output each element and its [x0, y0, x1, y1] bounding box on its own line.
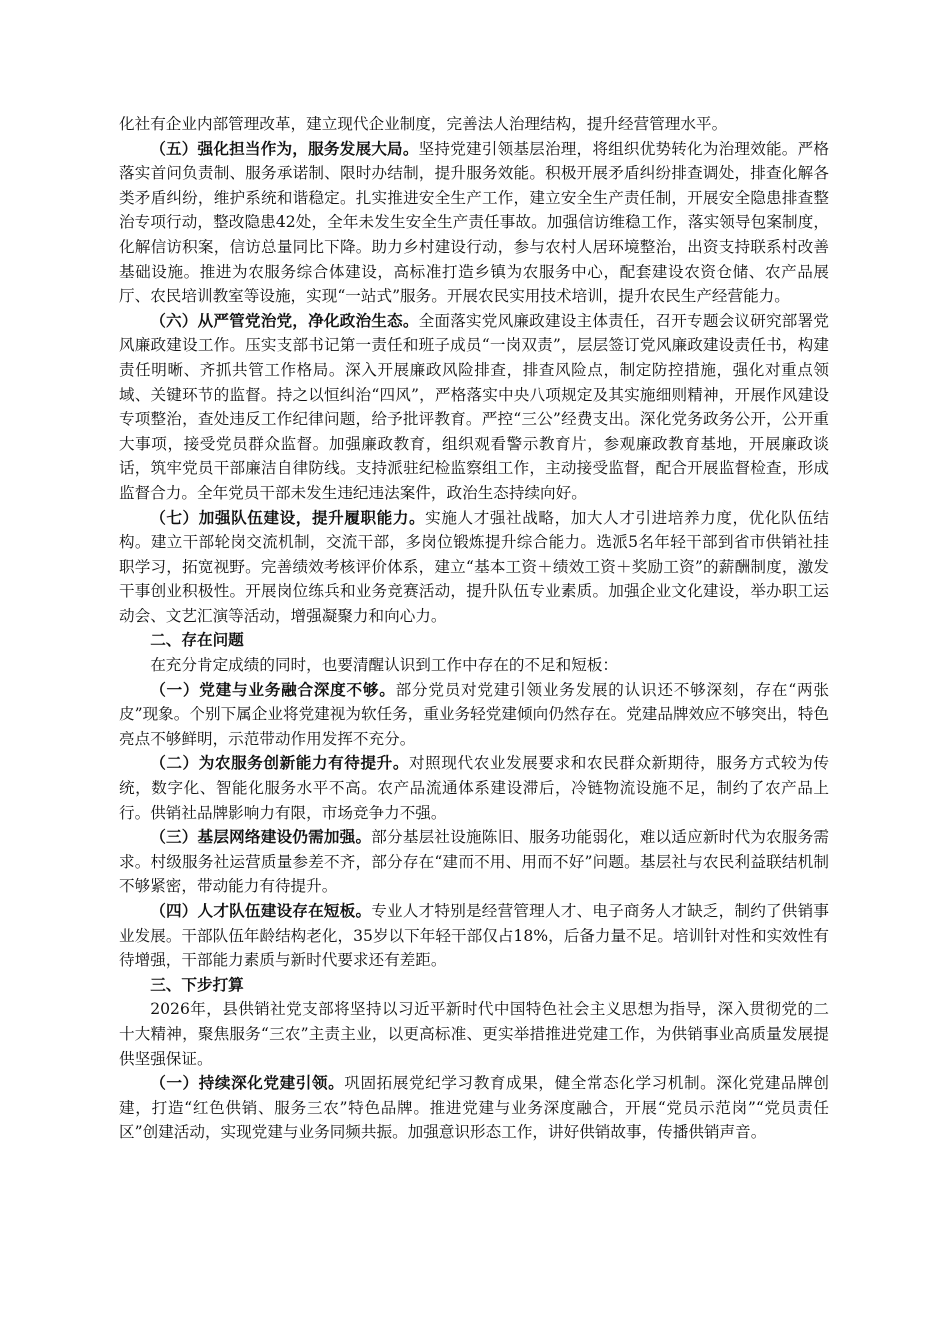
section-lead: （三）基层网络建设仍需加强。	[150, 827, 372, 847]
paragraph-text: 部分基层社设施陈旧、服务功能弱化，难以适应新时代为农服务需求。村级服务社运营质量参差不齐，部分存在“建而不用、用而不好”问题。基层社与农民利益联结机制不够紧密，带动能力有待提升。	[119, 828, 829, 896]
paragraph-plan-1	[119, 1071, 829, 1145]
paragraph-problem-3	[119, 825, 829, 899]
paragraph-text: 2026年，县供销社党支部将坚持以习近平新时代中国特色社会主义思想为指导，深入贯彻党的二十大精神，聚焦服务“三农”主责主业，以更高标准、更实举措推进党建工作，为供销事业高质量发展提供坚强保证。	[119, 1000, 829, 1068]
paragraph-text: 坚持党建引领基层治理，将组织优势转化为治理效能。严格落实首问负责制、服务承诺制、限时办结制，提升服务效能。积极开展矛盾纠纷排查调处，排查化解各类矛盾纠纷，维护系统和谐稳定。扎实推进安全生产工作，建立安全生产责任制，开展安全隐患排查整治专项行动，整改隐患42处，全年未发生安全生产责任事故。加强信访维稳工作，落实领导包案制度，化解信访积案，信访总量同比下降。助力乡村建设行动，参与农村人居环境整治，出资支持联系村改善基础设施。推进为农服务综合体建设，高标准打造乡镇为农服务中心，配套建设农资仓储、农产品展厅、农民培训教室等设施，实现“一站式”服务。开展农民实用技术培训，提升农民生产经营能力。	[119, 139, 829, 306]
section-lead: （七）加强队伍建设，提升履职能力。	[150, 507, 426, 527]
document-page	[119, 112, 829, 1145]
heading-next-steps: 三、下步打算	[150, 974, 244, 994]
paragraph-problems-intro	[119, 653, 829, 678]
paragraph-problem-2	[119, 751, 829, 825]
section-lead: （一）持续深化党建引领。	[150, 1073, 345, 1093]
section-lead: （四）人才队伍建设存在短板。	[150, 901, 372, 920]
paragraph-text: 全面落实党风廉政建设主体责任，召开专题会议研究部署党风廉政建设工作。压实支部书记第一责任和班子成员“一岗双责”，层层签订党风廉政建设责任书，构建责任明晰、齐抓共管工作格局。深入开展廉政风险排查，排查风险点，制定防控措施，强化对重点领域、关键环节的监督。持之以恒纠治“四风”，严格落实中央八项规定及其实施细则精神，开展作风建设专项整治，查处违反工作纪律问题，给予批评教育。严控“三公”经费支出。深化党务政务公开，公开重大事项，接受党员群众监督。加强廉政教育，组织观看警示教育片，参观廉政教育基地，开展廉政谈话，筑牢党员干部廉洁自律防线。支持派驻纪检监察组工作，主动接受监督，配合开展监督检查，形成监督合力。全年党员干部未发生违纪违法案件，政治生态持续向好。	[119, 311, 829, 502]
paragraph-text: 部分党员对党建引领业务发展的认识还不够深刻，存在“两张皮”现象。个别下属企业将党建视为软任务，重业务轻党建倾向仍然存在。党建品牌效应不够突出，特色亮点不够鲜明，示范带动作用发挥不充分。	[119, 680, 829, 748]
section-lead: （六）从严管党治党，净化政治生态。	[150, 310, 419, 330]
paragraph-section-6	[119, 309, 829, 506]
paragraph-continuation	[119, 112, 829, 137]
paragraph-text: 专业人才特别是经营管理人才、电子商务人才缺乏，制约了供销事业发展。干部队伍年龄结构老化，35岁以下年轻干部仅占18%，后备力量不足。培训针对性和实效性有待增强，干部能力素质与新时代要求还有差距。	[119, 902, 829, 970]
section-lead: （五）强化担当作为，服务发展大局。	[150, 138, 419, 158]
paragraph-text: 化社有企业内部管理改革，建立现代企业制度，完善法人治理结构，提升经营管理水平。	[119, 115, 728, 133]
paragraph-text: 在充分肯定成绩的同时，也要清醒认识到工作中存在的不足和短板：	[150, 656, 619, 675]
paragraph-text: 实施人才强社战略，加大人才引进培养力度，优化队伍结构。建立干部轮岗交流机制，交流干部，多岗位锻炼提升综合能力。选派5名年轻干部到省市供销社挂职学习，拓宽视野。完善绩效考核评价体系，建立“基本工资＋绩效工资＋奖励工资”的薪酬制度，激发干事创业积极性。开展岗位练兵和业务竞赛活动，提升队伍专业素质。加强企业文化建设，举办职工运动会、文艺汇演等活动，增强凝聚力和向心力。	[119, 508, 829, 625]
heading-problems: 二、存在问题	[150, 630, 244, 650]
paragraph-section-7	[119, 506, 829, 629]
paragraph-problem-4	[119, 899, 829, 973]
paragraph-text: 对照现代农业发展要求和农民群众新期待，服务方式较为传统，数字化、智能化服务水平不高。农产品流通体系建设滞后，冷链物流设施不足，制约了农产品上行。供销社品牌影响力有限，市场竞争力不强。	[119, 754, 829, 822]
paragraph-section-5	[119, 137, 829, 309]
section-lead: （一）党建与业务融合深度不够。	[150, 679, 396, 699]
paragraph-text: 巩固拓展党纪学习教育成果，健全常态化学习机制。深化党建品牌创建，打造“红色供销、服务三农”特色品牌。推进党建与业务深度融合，开展“党员示范岗”“党员责任区”创建活动，实现党建与业务同频共振。加强意识形态工作，讲好供销故事，传播供销声音。	[119, 1074, 829, 1142]
paragraph-problem-1	[119, 678, 829, 752]
paragraph-next-steps-intro	[119, 997, 829, 1071]
section-lead: （二）为农服务创新能力有待提升。	[150, 753, 409, 773]
